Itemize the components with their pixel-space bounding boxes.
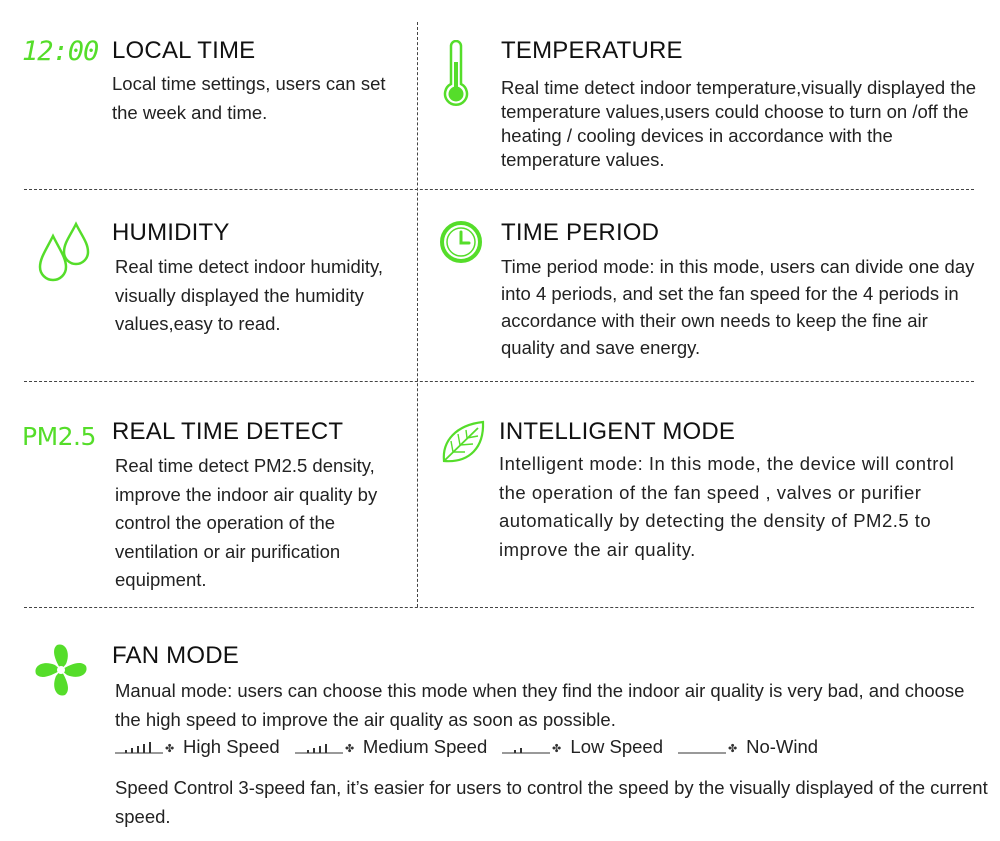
svg-text:✤: ✤ bbox=[728, 742, 738, 754]
fan-mode-footer: Speed Control 3-speed fan, it’s easier for users to control the speed by the visually displayed of the current speed. bbox=[115, 777, 988, 827]
signal-bars-0-icon bbox=[678, 740, 740, 754]
signal-bars-4-icon bbox=[295, 740, 357, 754]
speed-label: Low Speed bbox=[570, 736, 663, 757]
signal-bars-5-icon bbox=[115, 740, 177, 754]
feature-title: REAL TIME DETECT bbox=[112, 418, 344, 445]
divider-row-2 bbox=[24, 381, 974, 382]
water-drops-icon bbox=[36, 220, 94, 286]
svg-text:✤: ✤ bbox=[165, 742, 175, 754]
pm25-icon: PM2.5 bbox=[22, 422, 96, 451]
leaf-icon bbox=[438, 417, 488, 467]
speed-high bbox=[115, 736, 280, 758]
svg-text:✤: ✤ bbox=[344, 742, 355, 754]
divider-row-3 bbox=[24, 607, 974, 608]
clock-icon bbox=[438, 219, 484, 265]
speed-no-wind bbox=[678, 736, 818, 758]
speed-medium bbox=[295, 736, 487, 758]
feature-description: Time period mode: in this mode, users can divide one day into 4 periods, and set the fan speed for the 4 periods in accordance with their own needs to keep the fine air quality and save energy. bbox=[501, 256, 975, 358]
fan-speed-legend bbox=[115, 736, 828, 759]
feature-description: Real time detect indoor humidity, visually displayed the humidity values,easy to read. bbox=[115, 256, 384, 334]
feature-title: TIME PERIOD bbox=[501, 219, 660, 246]
digital-clock-icon: 12:00 bbox=[22, 36, 99, 67]
feature-description: Real time detect indoor temperature,visually displayed the temperature values,users could choose to turn on /off the heating / cooling devices in accordance with the temperature values. bbox=[501, 77, 977, 170]
feature-title: TEMPERATURE bbox=[501, 37, 683, 64]
speed-label: High Speed bbox=[183, 736, 280, 757]
divider-row-1 bbox=[24, 189, 974, 190]
feature-title: HUMIDITY bbox=[112, 219, 230, 246]
speed-label: Medium Speed bbox=[362, 736, 488, 757]
feature-description: Real time detect PM2.5 density, improve the indoor air quality by control the operation of the ventilation or air purification equipment. bbox=[115, 455, 378, 590]
feature-title: INTELLIGENT MODE bbox=[499, 418, 736, 445]
thermometer-icon bbox=[440, 40, 472, 110]
svg-text:✤: ✤ bbox=[552, 742, 562, 754]
fan-icon bbox=[33, 642, 89, 698]
speed-low bbox=[502, 736, 663, 758]
feature-description: Intelligent mode: In this mode, the device will control the operation of the fan speed , valves or purifier automatically by detecting the density of PM2.5 to improve the air quality. bbox=[499, 453, 955, 560]
feature-description: Local time settings, users can set the week and time. bbox=[112, 73, 386, 123]
divider-column bbox=[417, 22, 418, 607]
feature-title: LOCAL TIME bbox=[112, 37, 256, 64]
signal-bars-2-icon bbox=[502, 740, 564, 754]
feature-title: FAN MODE bbox=[112, 642, 239, 669]
speed-label: No-Wind bbox=[746, 736, 819, 757]
feature-description: Manual mode: users can choose this mode when they find the indoor air quality is very bad, and choose the high speed to improve the air quality as soon as possible. bbox=[115, 680, 965, 730]
